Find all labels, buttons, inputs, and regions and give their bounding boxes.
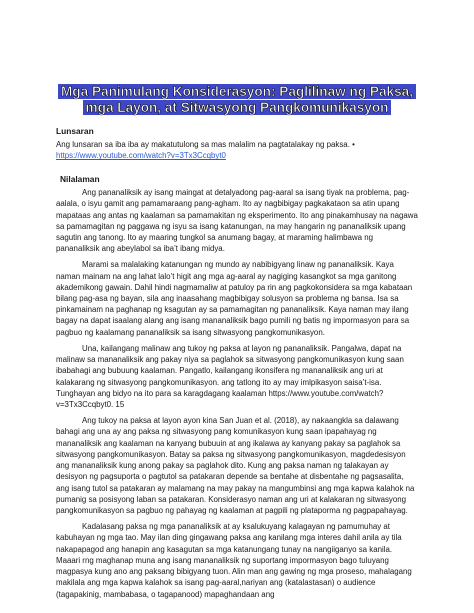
lunsaran-heading: Lunsaran bbox=[56, 125, 94, 136]
body-paragraph-4: Ang tukoy na paksa at layon ayon kina San Juan et al. (2018), ay nakaangkla sa dalawang bahagi ang una ay ang paksa ng sitwasyong pang komunikasyon kung saan ipapahayag ng mananaliksik ang kaalaman na kanyang bubuuin at ang ikalawa ay kanyang pakay sa paglahok sa sitwasyong pangkomunikasyon. Batay sa paksa ng sitwasyong pangkomunikasyon, magdedesisyon ang mananaliksik kung anong pakay sa paglahok dito. Kung ang paksa naman ng talakayan ay desisyon ng pagsuporta o pagtutol sa patakaran depende sa bentahe at disbentahe ng pagsasalita, ang isang tutol sa patakaran ay malamang na may pakay na mangumbinsi ang mga kapwa kalahok na pumanig sa posisyong laban sa patakaran. Konsiderasyo naman ang uri at kalakaran ng sitwasyong pangkomunikasyon sa pagbuo ng pahayag ng kaalaman at pagpili ng plataporma ng pagpapahayag. bbox=[56, 416, 415, 515]
body-paragraph-3: Una, kailangang malinaw ang tukoy ng paksa at layon ng pananaliksik. Pangalwa, dapat na malinaw sa mananaliksik ang pakay niya sa paglahok sa sitwasyong pangkomunikasyon kung saan ibabahagi ang bubuung kaalaman. Pangatlo, kailangang ikonsifera ng mananaliksik ang uri at kalakarang ng sitwasyong pangkomunikasyon. ang tatlong ito ay may imlpikasyon saisa’t-isa. Tunghayan ang bidyo na ito para sa karagdagang kaalaman https://www.youtube.com/watch?v=3Tx3Ccqbyt0. 15 bbox=[56, 343, 404, 409]
lunsaran-video-link[interactable]: https://www.youtube.com/watch?v=3Tx3Ccqbyt0 bbox=[56, 151, 226, 161]
body-paragraph-1: Ang pananaliksik ay isang maingat at detalyadong pag-aaral sa isang tiyak na problema, pag-aalala, o isyu gamit ang pamamaraang pang-agham. Ito ay nagbibigay pagkakataon sa atin upang mapataas ang antas ng kaalaman sa pamamakitan ng eksperimento. Ito ang pinakamhusay na nagawa sa pamamagitan ng paggawa ng isyu sa isang katanungan, na may hangarin ng pananaliksik upang sagutin ang tanong. Ito ay maaring tungkol sa anumang bagay, at maraming halimbawa ng pananaliksik ang abeylabol sa iba’t ibang midya. bbox=[56, 188, 418, 254]
page-title bbox=[56, 84, 418, 117]
lunsaran-text: Ang lunsaran sa iba iba ay makatutulong sa mas malalim na pagtatalakay ng paksa. • bbox=[56, 140, 355, 150]
body-paragraph-2: Marami sa malalaking katanungan ng mundo ay nabibigyang linaw ng pananaliksik. Kaya naman mainam na ang lahat lalo’t higit ang mga ag-aaral ay nagiging kasangkot sa mga ganitong akademikong gawain. Dahil hindi nagmamaliw at patuloy pa rin ang pagkokonsidera sa mga kabataan bilang pag-asa ng bayan, sila ang inaasahang magbibigay solusyon sa problema ng bansa. Isa sa pinkamainam na paghanap ng ksagutan ay sa pamamagitan ng pananaliksik. Kaya naman may ilang bagay na dapat isaalang alang ang isang mananaliksik bago pumili ng batis ng impormasyon para sa pagbuo ng kaalamang pananaliksik sa isang sitwasyong pangkomunikasyon. bbox=[56, 260, 413, 337]
nilalaman-heading: Nilalaman bbox=[60, 173, 100, 184]
body-paragraph-5: Kadalasang paksa ng mga pananaliksik at ay ksalukuyang kalagayan ng pamumuhay at kabuhayan ng mga tao. May ilan ding gingawang paksa ang kanilang mga interes dahil anila ay tila nakapapagod ang hanapin ang kasagutan sa mga katanungang tunay na nangiiganyo sa kanila. Maaari rng maghanap muna ang isang mananaliksik ng suportang impormasyon bago tuluyang magpasya kung ano ang paksang bibigyang tuon. Alin man ang gawing ng mga proseso, mahalagang makilala ang mga kapwa kalahok sa isang pag-aaral,nariyan ang (katalastasan) o audience (tagapakinig, mambabasa, o tagapanood) mapaghandaan ang bbox=[56, 522, 412, 599]
page-title-text: Mga Panimulang Konsiderasyon: Paglilinaw ng Paksa, mga Layon, at Sitwasyong Pangkomunikasyon bbox=[58, 84, 416, 115]
